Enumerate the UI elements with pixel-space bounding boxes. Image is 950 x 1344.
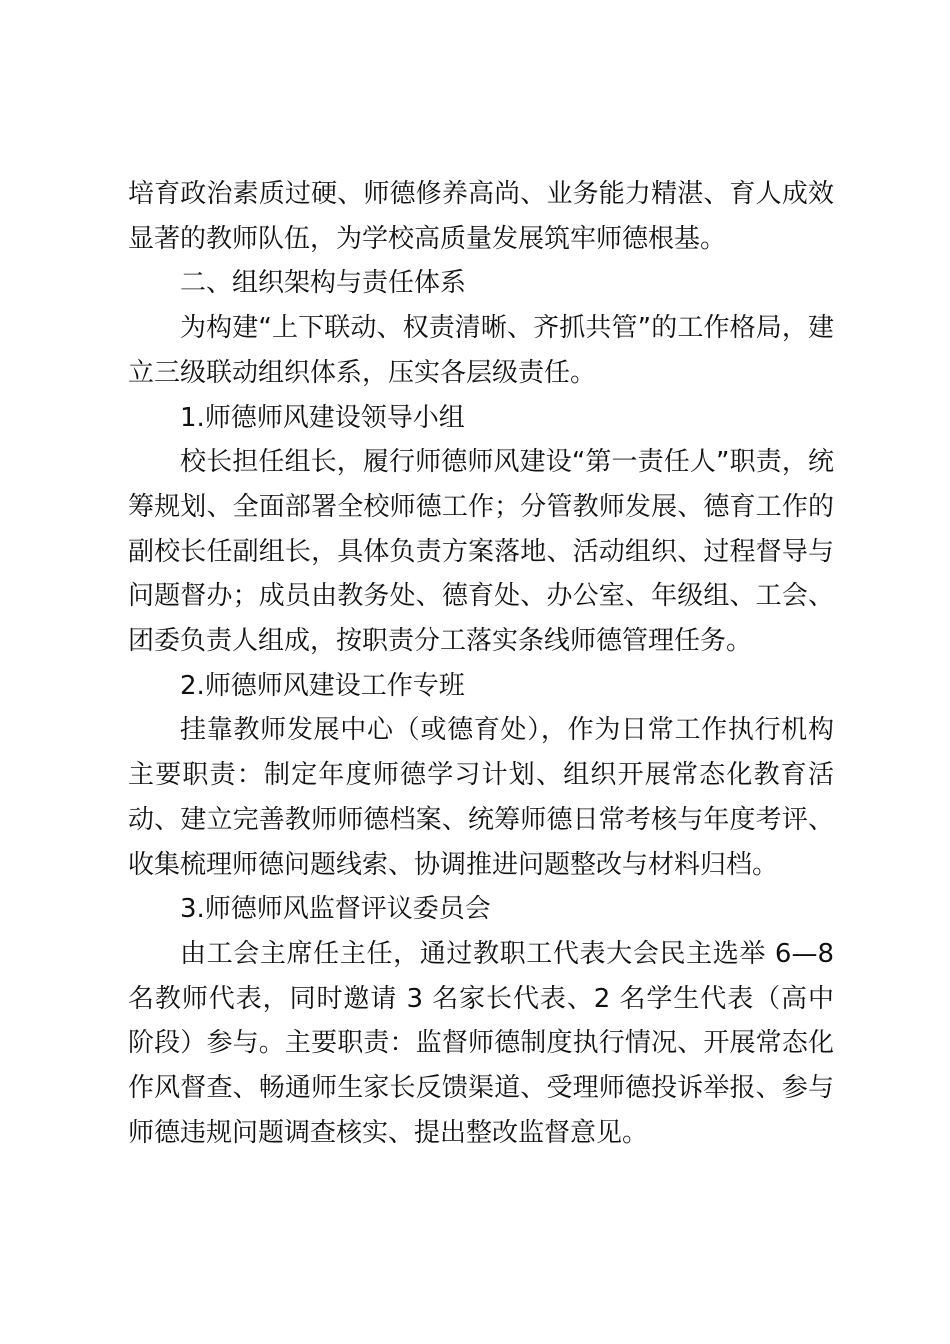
subheading-leadership-group: 1.师德师风建设领导小组 (180, 402, 465, 433)
subheading-work-team: 2.师德师风建设工作专班 (180, 670, 465, 701)
section-heading-organization: 二、组织架构与责任体系 (180, 268, 467, 299)
paragraph-work-team: 挂靠教师发展中心（或德育处），作为日常工作执行机构主要职责：制定年度师德学习计划、组织开展常态化教育活动、建立完善教师师德档案、统筹师德日常考核与年度考评、收集梳理师德问题线索、协调推进问题整改与材料归档。 (128, 715, 834, 880)
document-body (128, 172, 834, 1155)
paragraph-leadership-group: 校长担任组长，履行师德师风建设“第一责任人”职责，统筹规划、全面部署全校师德工作；分管教师发展、德育工作的副校长任副组长，具体负责方案落地、活动组织、过程督导与问题督办；成员由教务处、德育处、办公室、年级组、工会、团委负责人组成，按职责分工落实条线师德管理任务。 (128, 447, 834, 657)
paragraph-supervision-committee: 由工会主席任主任，通过教职工代表大会民主选举 6—8 名教师代表，同时邀请 3 名家长代表、2 名学生代表（高中阶段）参与。主要职责：监督师德制度执行情况、开展常态化作风督查、畅通师生家长反馈渠道、受理师德投诉举报、参与师德违规问题调查核实、提出整改监督意见。 (128, 938, 834, 1148)
paragraph-organization-overview: 为构建“上下联动、权责清晰、齐抓共管”的工作格局，建立三级联动组织体系，压实各层级责任。 (128, 313, 834, 388)
paragraph-intro-continuation: 培育政治素质过硬、师德修养高尚、业务能力精湛、育人成效显著的教师队伍，为学校高质量发展筑牢师德根基。 (128, 179, 834, 254)
subheading-supervision-committee: 3.师德师风监督评议委员会 (180, 894, 491, 925)
